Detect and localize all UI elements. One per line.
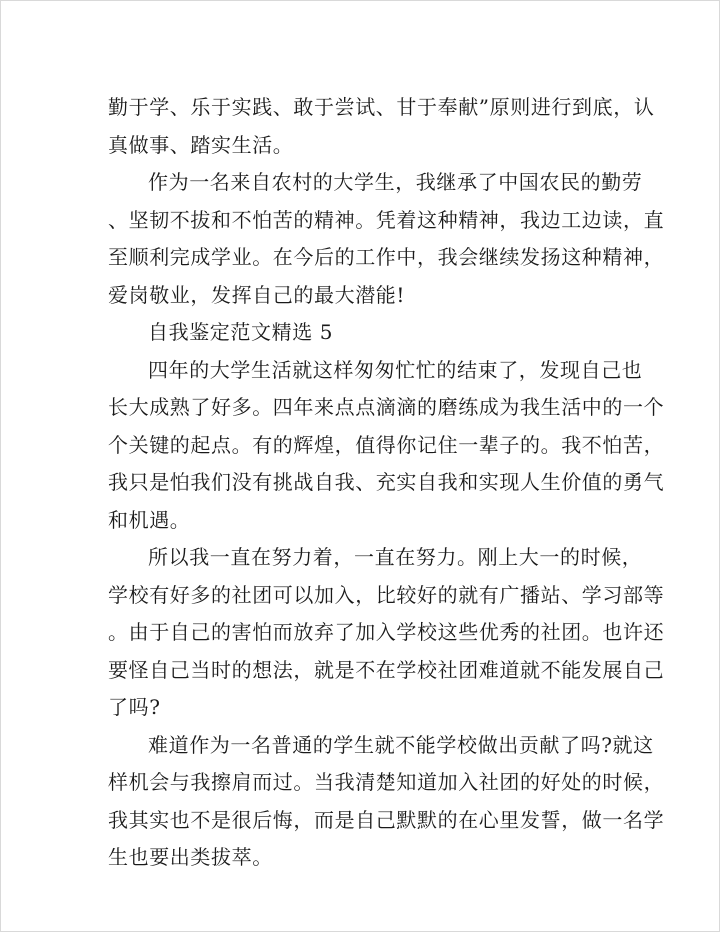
text-line: 我其实也不是很后悔，而是自己默默的在心里发誓，做一名学 [108,807,665,832]
text-line: 了吗? [108,695,161,719]
text-line: 我只是怕我们没有挑战自我、充实自我和实现人生价值的勇气 [108,470,665,494]
text-line: 学校有好多的社团可以加入，比较好的就有广播站、学习部等 [108,582,665,607]
text-line: 爱岗敬业，发挥自己的最大潜能! [108,282,406,307]
text-line: 样机会与我擦肩而过。当我清楚知道加入社团的好处的时候， [108,770,665,794]
paragraph-start-line: 作为一名来自农村的大学生，我继承了中国农民的勤劳 [148,170,643,194]
paragraph-start-line: 所以我一直在努力着，一直在努力。刚上大一的时候， [148,545,643,569]
text-line: 至顺利完成学业。在今后的工作中，我会继续发扬这种精神， [108,245,665,269]
text-line: 要怪自己当时的想法，就是不在学校社团难道就不能发展自己 [108,657,665,682]
text-line: 生也要出类拔萃。 [108,845,273,869]
text-line: 长大成熟了好多。四年来点点滴滴的磨练成为我生活中的一个 [108,395,665,419]
text-line: 。由于自己的害怕而放弃了加入学校这些优秀的社团。也许还 [108,620,665,644]
document-body [108,89,665,877]
text-line: 、坚韧不拔和不怕苦的精神。凭着这种精神，我边工边读，直 [108,207,665,232]
text-line: 真做事、踏实生活。 [108,132,294,157]
text-line: 个关键的起点。有的辉煌，值得你记住一辈子的。我不怕苦， [108,432,665,457]
paragraph-start-line: 四年的大学生活就这样匆匆忙忙的结束了，发现自己也 [148,357,643,382]
text-line: 和机遇。 [108,507,191,532]
text-line: 勤于学、乐于实践、敢于尝试、甘于奉献”原则进行到底，认 [108,95,655,119]
paragraph-start-line: 难道作为一名普通的学生就不能学校做出贡献了吗?就这 [148,732,654,757]
section-heading: 自我鉴定范文精选 5 [148,320,334,344]
